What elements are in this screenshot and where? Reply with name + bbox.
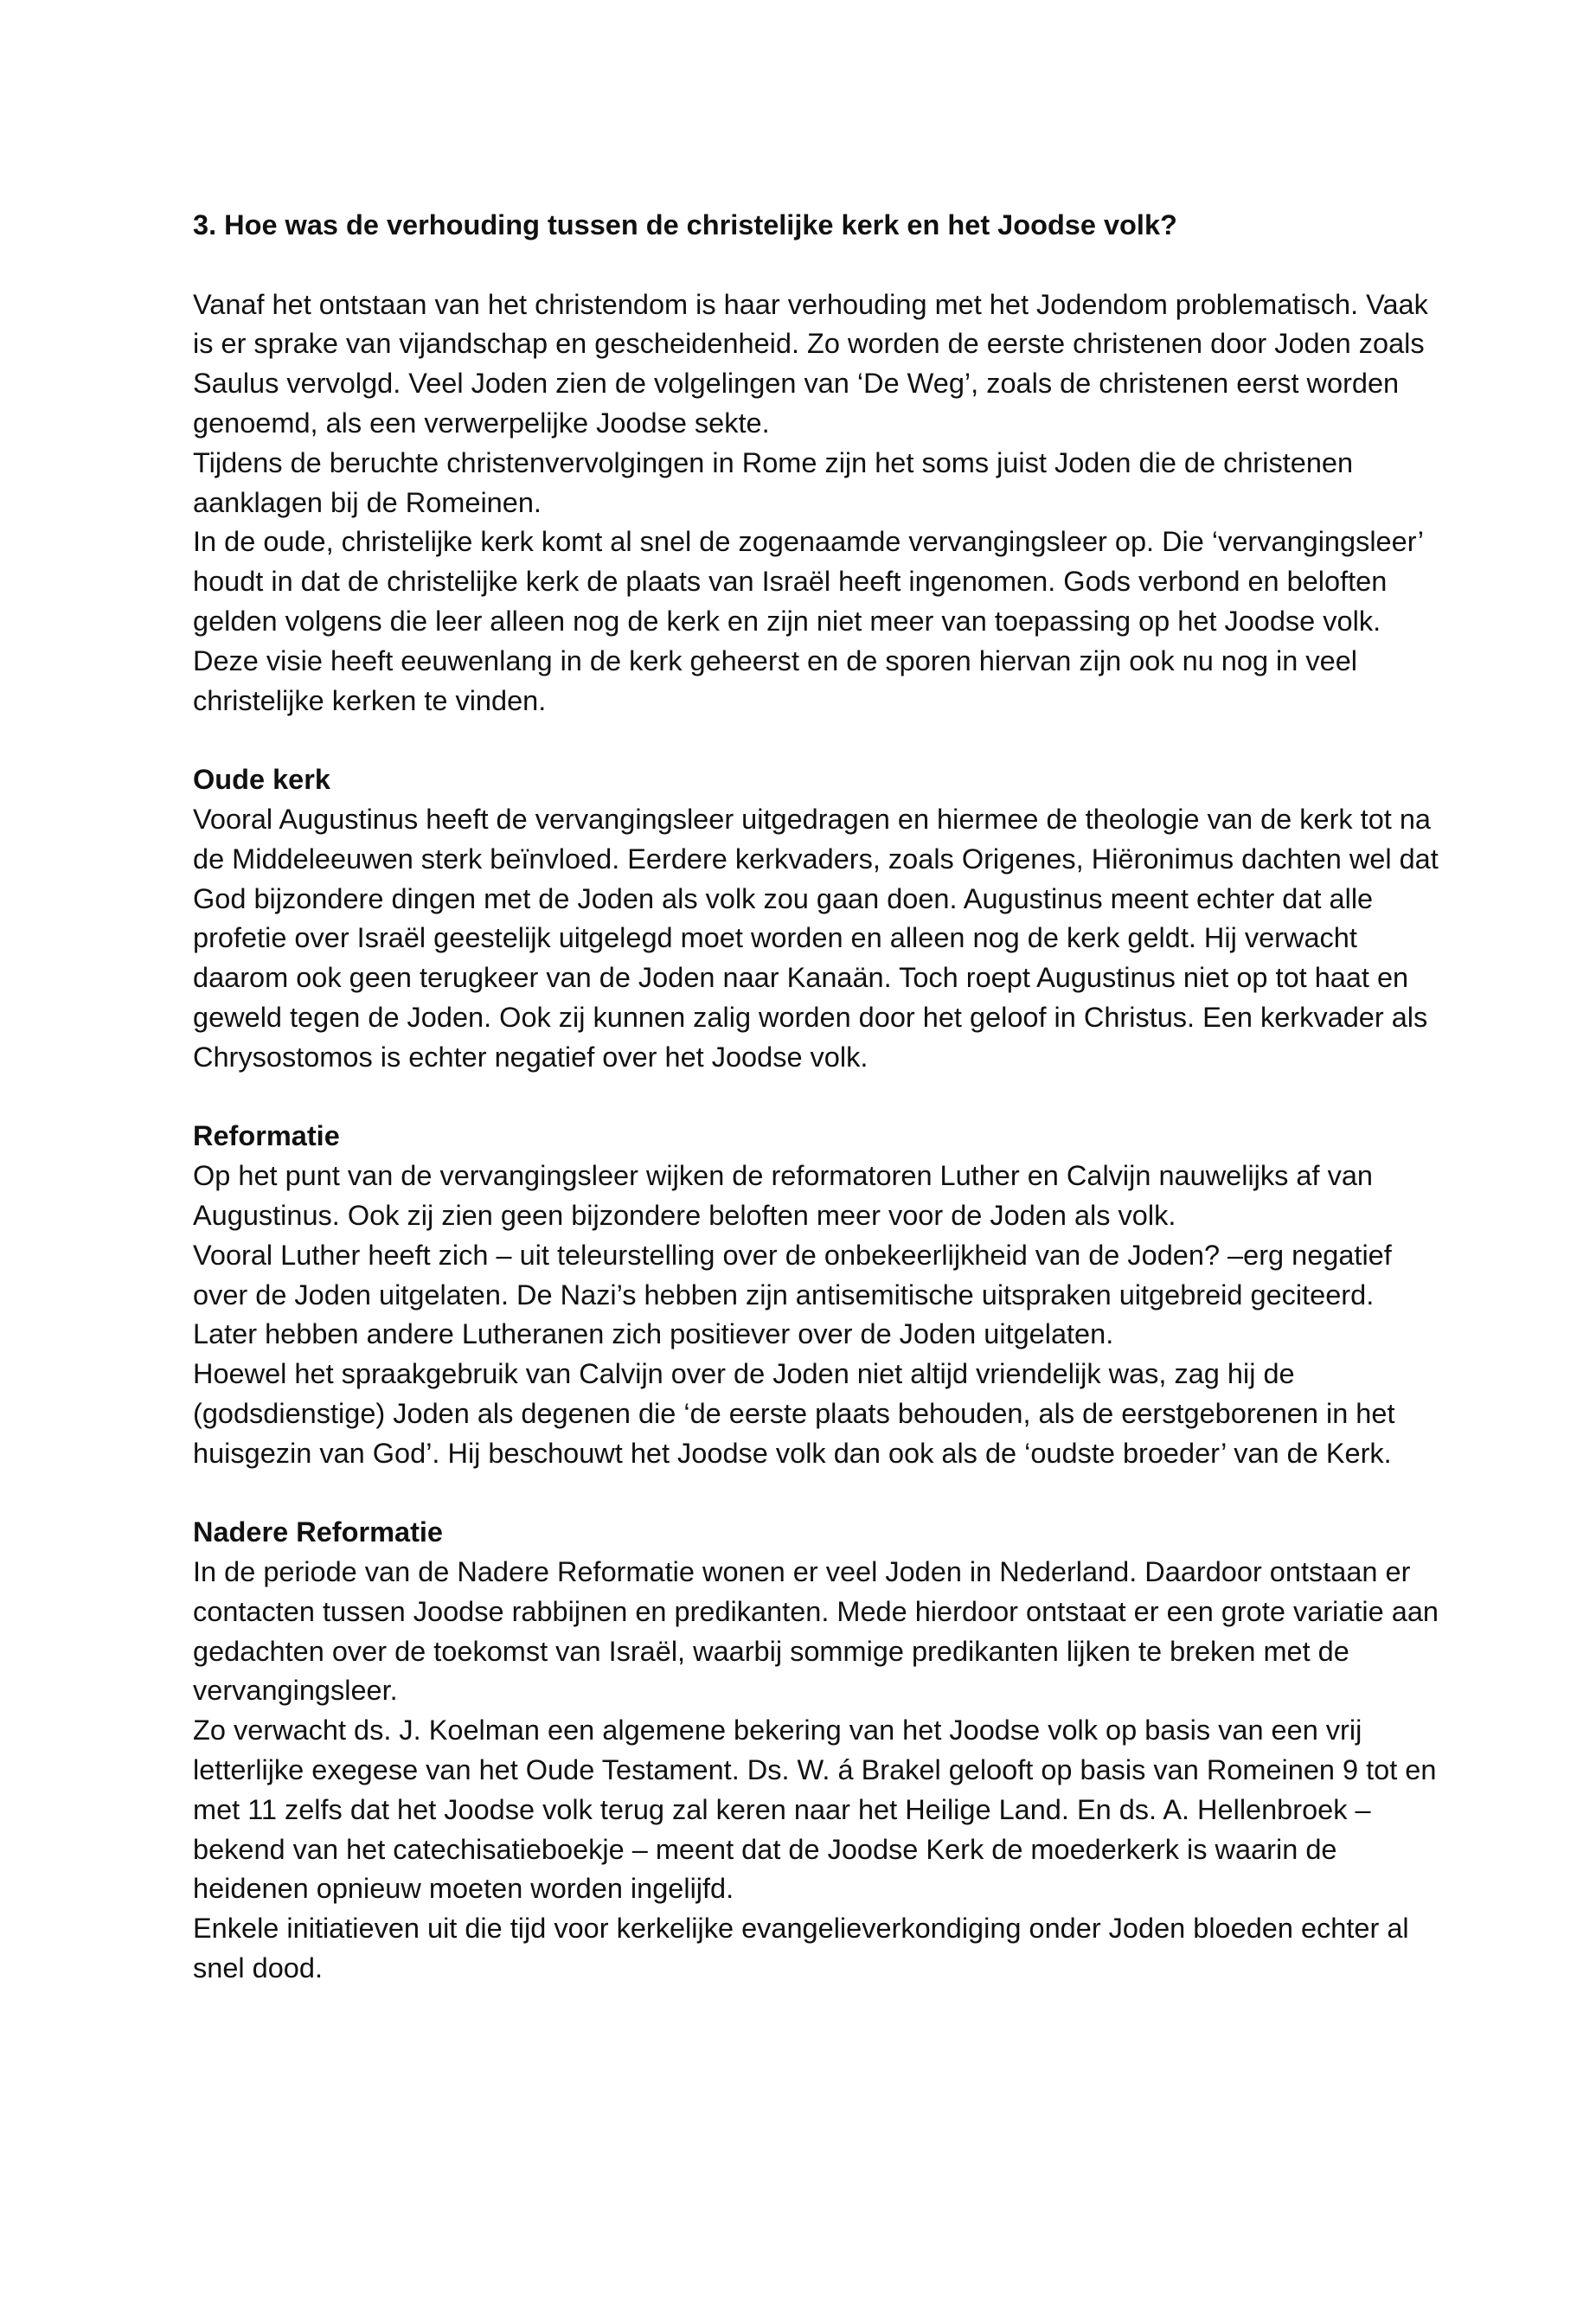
document-page [193, 206, 1439, 2029]
section-paragraph: Zo verwacht ds. J. Koelman een algemene bekering van het Joodse volk op basis van een vrij letterlijke exegese van het Oude Testament. Ds. W. á Brakel gelooft op basis van Romeinen 9 tot en met 11 zelfs dat het Joodse volk terug zal keren naar het Heilige Land. En ds. A. Hellenbroek – bekend van het catechisatieboekje – meent dat de Joodse Kerk de moederkerk is waarin de heidenen opnieuw moeten worden ingelijfd. [193, 1715, 1437, 1905]
section-paragraph: Vooral Augustinus heeft de vervangingsleer uitgedragen en hiermee de theologie van de kerk tot na de Middeleeuwen sterk beïnvloed. Eerdere kerkvaders, zoals Origenes, Hiëronimus dachten wel dat God bijzondere dingen met de Joden als volk zou gaan doen. Augustinus meent echter dat alle profetie over Israël geestelijk uitgelegd moet worden en alleen nog de kerk geldt. Hij verwacht daarom ook geen terugkeer van de Joden naar Kanaän. Toch roept Augustinus niet op tot haat en geweld tegen de Joden. Ook zij kunnen zalig worden door het geloof in Christus. Een kerkvader als Chrysostomos is echter negatief over het Joodse volk. [193, 803, 1439, 1073]
section-heading-nadere-reformatie: Nadere Reformatie [193, 1516, 443, 1548]
intro-paragraph: Vanaf het ontstaan van het christendom is haar verhouding met het Jodendom problematisch. Vaak is er sprake van vijandschap en gescheidenheid. Zo worden de eerste christenen door Joden zoals Saulus vervolgd. Veel Joden zien de volgelingen van ‘De Weg’, zoals de christenen eerst worden genoemd, als een verwerpelijke Joodse sekte. [193, 288, 1428, 439]
section-nadere-reformatie [193, 1513, 1439, 1989]
intro-paragraph: Tijdens de beruchte christenvervolgingen in Rome zijn het soms juist Joden die de christenen aanklagen bij de Romeinen. [193, 446, 1354, 518]
section-reformatie [193, 1117, 1439, 1473]
section-paragraph: Enkele initiatieven uit die tijd voor kerkelijke evangelieverkondiging onder Joden bloeden echter al snel dood. [193, 1913, 1409, 1984]
document-title: 3. Hoe was de verhouding tussen de christelijke kerk en het Joodse volk? [193, 209, 1177, 240]
section-heading-oude-kerk: Oude kerk [193, 764, 330, 796]
section-paragraph: In de periode van de Nadere Reformatie wonen er veel Joden in Nederland. Daardoor ontstaan er contacten tussen Joodse rabbijnen en predikanten. Mede hierdoor ontstaat er een grote variatie aan gedachten over de toekomst van Israël, waarbij sommige predikanten lijken te breken met de vervangingsleer. [193, 1556, 1439, 1707]
section-oude-kerk [193, 760, 1439, 1077]
section-paragraph: Hoewel het spraakgebruik van Calvijn over de Joden niet altijd vriendelijk was, zag hij de (godsdienstige) Joden als degenen die ‘de eerste plaats behouden, als de eerstgeborenen in het huisgezin van God’. Hij beschouwt het Joodse volk dan ook als de ‘oudste broeder’ van de Kerk. [193, 1358, 1395, 1469]
intro-section [193, 285, 1439, 721]
section-paragraph: Vooral Luther heeft zich – uit teleurstelling over de onbekeerlijkheid van de Joden? –erg negatief over de Joden uitgelaten. De Nazi’s hebben zijn antisemitische uitspraken uitgebreid geciteerd. Later hebben andere Lutheranen zich positiever over de Joden uitgelaten. [193, 1239, 1392, 1350]
section-heading-reformatie: Reformatie [193, 1120, 340, 1152]
intro-paragraph: In de oude, christelijke kerk komt al snel de zogenaamde vervangingsleer op. Die ‘vervangingsleer’ houdt in dat de christelijke kerk de plaats van Israël heeft ingenomen. Gods verbond en beloften gelden volgens die leer alleen nog de kerk en zijn niet meer van toepassing op het Joodse volk. Deze visie heeft eeuwenlang in de kerk geheerst en de sporen hiervan zijn ook nu nog in veel christelijke kerken te vinden. [193, 526, 1423, 716]
section-paragraph: Op het punt van de vervangingsleer wijken de reformatoren Luther en Calvijn nauwelijks af van Augustinus. Ook zij zien geen bijzondere beloften meer voor de Joden als volk. [193, 1160, 1373, 1231]
